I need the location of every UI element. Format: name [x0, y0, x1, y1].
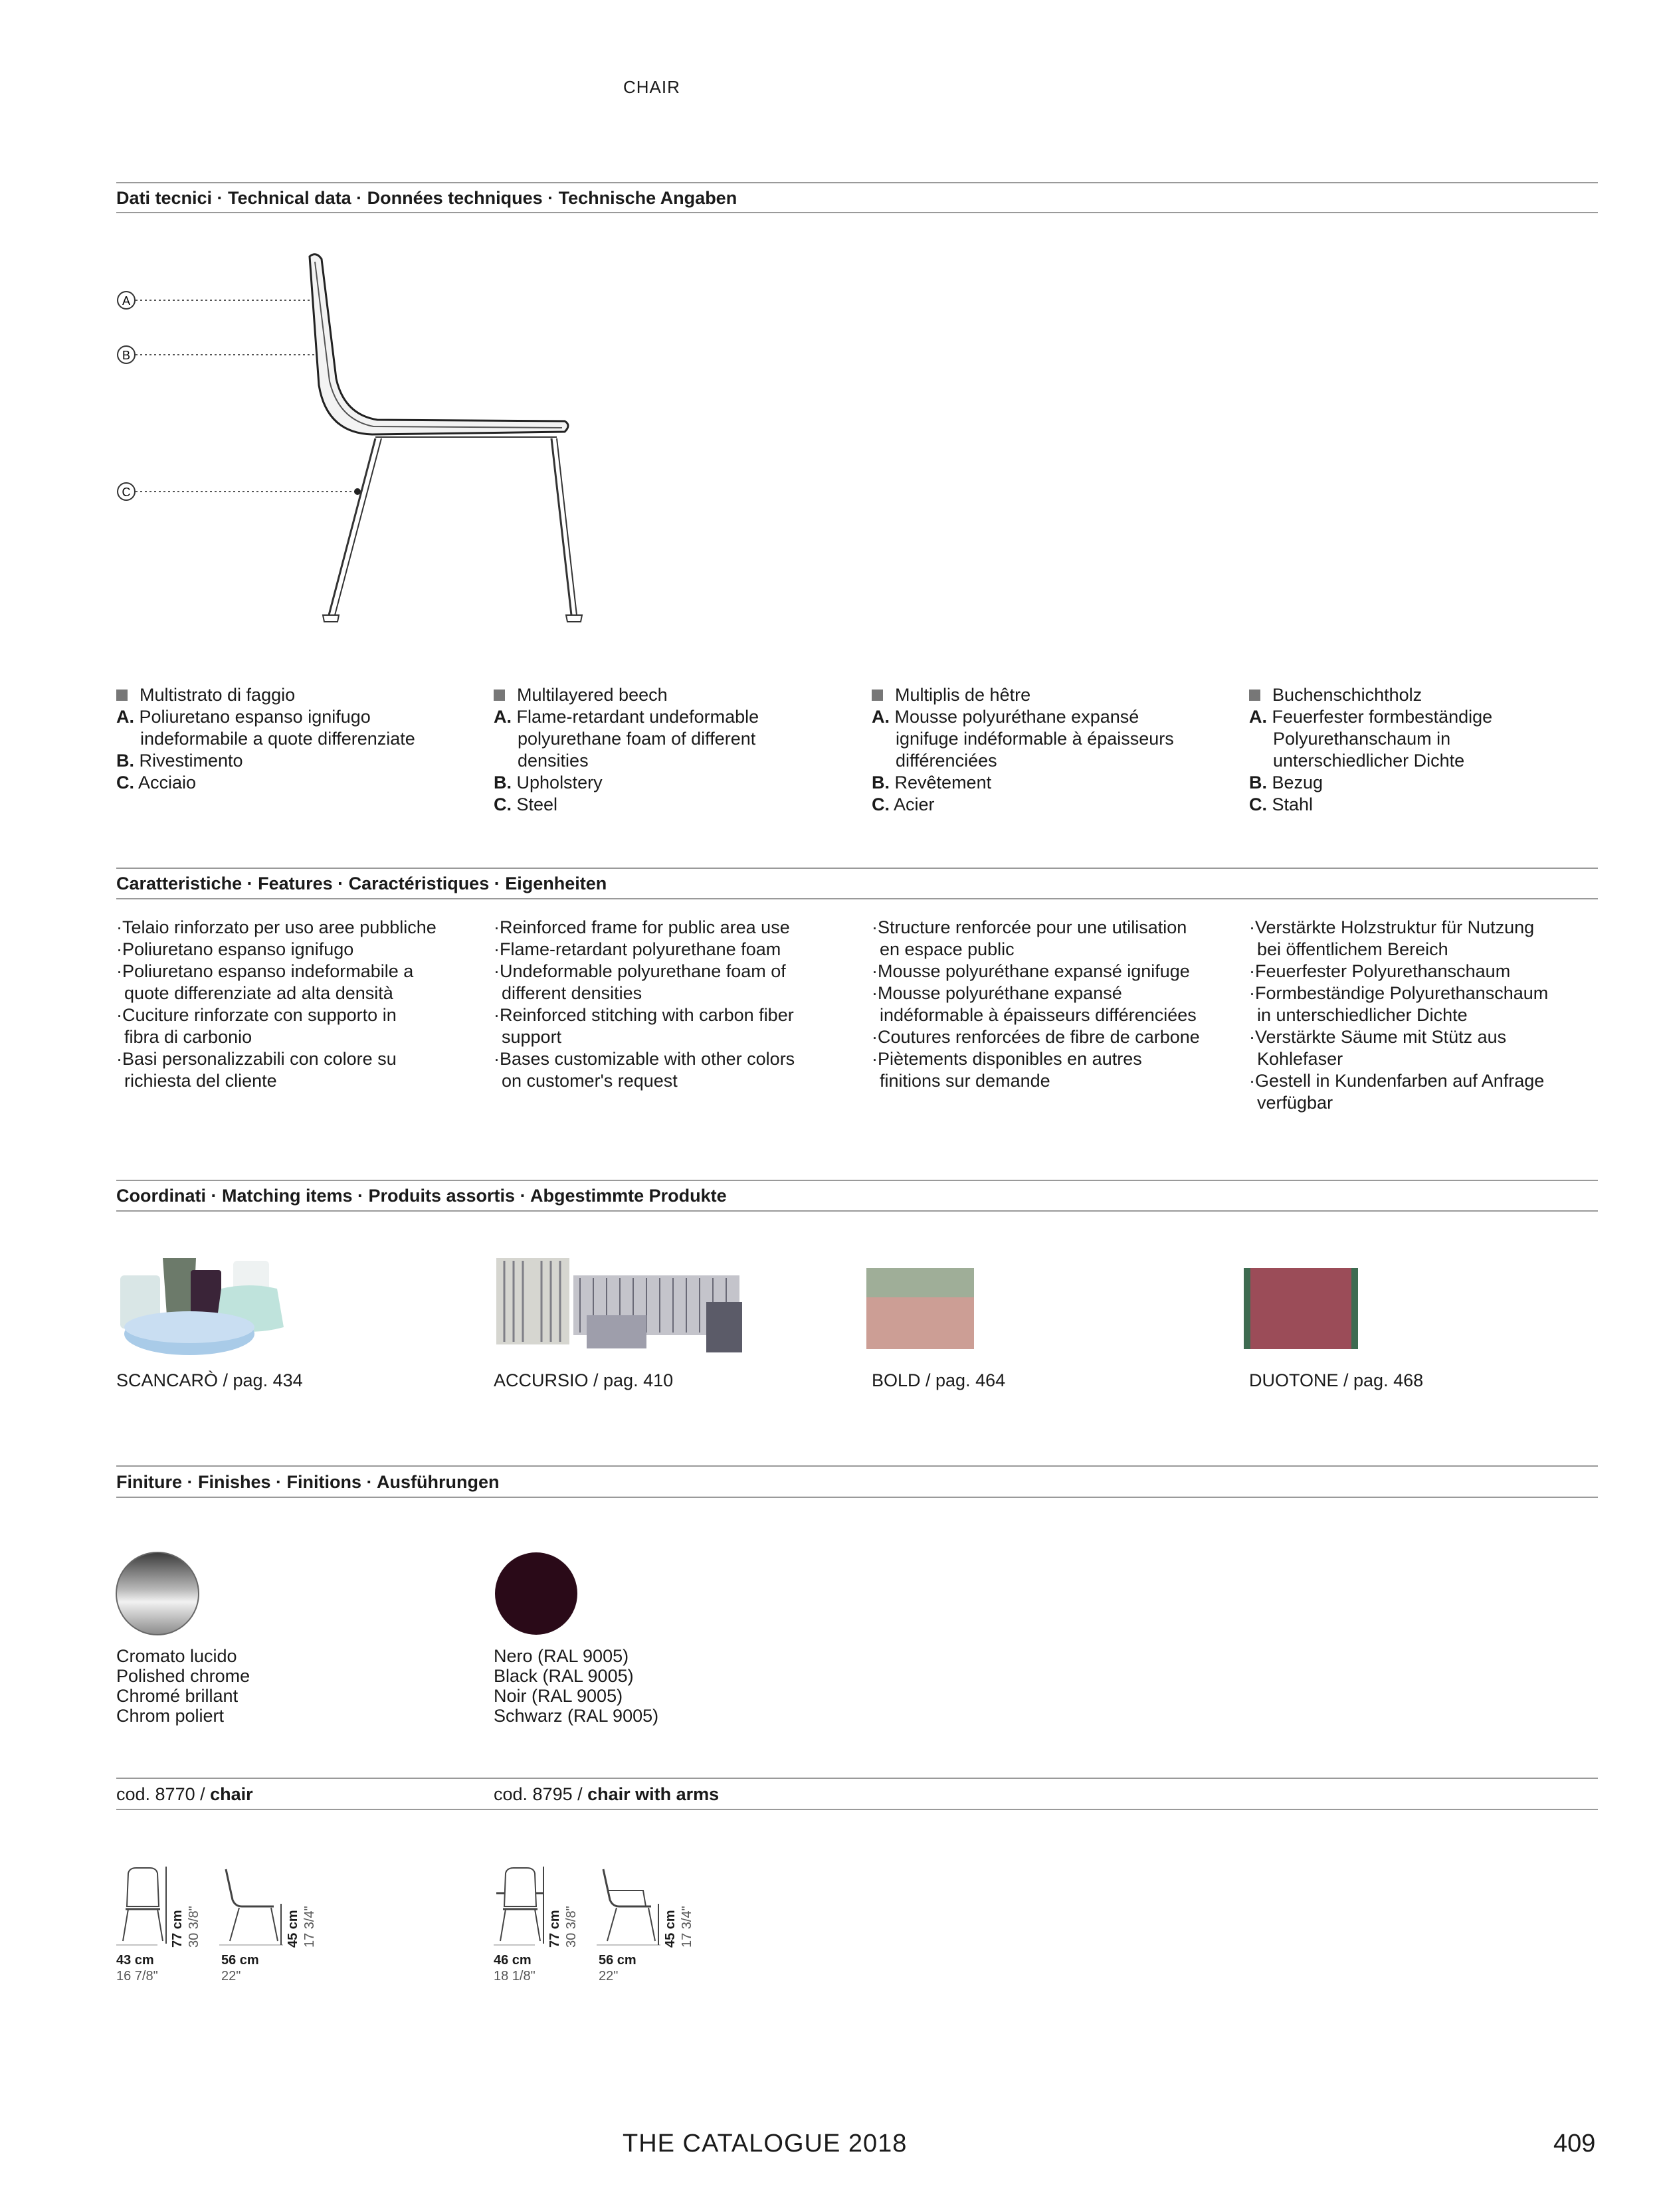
square-bullet-icon — [494, 690, 505, 701]
technical-column-it: Multistrato di faggio A. Poliuretano espanso ignifugo indeformabile a quote differenziate B. Rivestimento C. Acciaio — [116, 685, 415, 792]
seat-height-dimension-line — [655, 1904, 662, 1946]
category-label: CHAIR — [623, 77, 680, 97]
section-rule — [116, 868, 1598, 869]
duotone-thumbnail[interactable] — [1241, 1265, 1361, 1352]
width-dimension-label: 46 cm — [494, 1953, 532, 1968]
height-dimension-inches: 30 3/8" — [564, 1906, 579, 1948]
square-bullet-icon — [1249, 690, 1260, 701]
depth-dimension-inches: 22" — [599, 1969, 619, 1983]
page-number: 409 — [1553, 2130, 1596, 2158]
height-dimension-label: 77 cm — [547, 1910, 562, 1948]
chair-side-pictogram — [219, 1867, 286, 1946]
finishes-title: Finiture · Finishes · Finitions · Ausführungen — [116, 1472, 500, 1492]
finish-black-text: Nero (RAL 9005) Black (RAL 9005) Noir (RAL 9005) Schwarz (RAL 9005) — [494, 1646, 659, 1726]
width-dimension-inches: 18 1/8" — [494, 1969, 536, 1983]
technical-column-en: Multilayered beech A. Flame-retardant undeformable polyurethane foam of different densities B. Upholstery C. Steel — [494, 685, 759, 814]
svg-text:C: C — [122, 486, 131, 499]
section-rule — [116, 1778, 1598, 1779]
chrome-swatch — [114, 1550, 201, 1637]
section-rule — [116, 182, 1598, 183]
callout-c — [118, 483, 361, 500]
height-dimension-inches: 30 3/8" — [187, 1906, 201, 1948]
depth-dimension-label: 56 cm — [221, 1953, 259, 1968]
seat-height-inches: 17 3/4" — [302, 1906, 317, 1948]
catalogue-title: THE CATALOGUE 2018 — [623, 2130, 908, 2158]
model-code-chair: cod. 8770 / chair — [116, 1784, 253, 1804]
section-rule — [116, 1497, 1598, 1498]
features-title: Caratteristiche · Features · Caractéristiques · Eigenheiten — [116, 874, 607, 893]
features-column-fr: ·Structure renforcée pour une utilisation en espace public ·Mousse polyuréthane expansé ignifuge ·Mousse polyuréthane expansé indéformable à épaisseurs différenciées ·Coutures renforcées de fibre de carbone ·Piètements disponibles en autres finitions sur demande — [872, 917, 1200, 1091]
section-rule — [116, 1809, 1598, 1810]
bold-thumbnail[interactable] — [864, 1265, 977, 1352]
black-swatch — [493, 1550, 579, 1637]
features-column-de: ·Verstärkte Holzstruktur für Nutzung bei öffentlichem Bereich ·Feuerfester Polyurethanschaum ·Formbeständige Polyurethanschaum in unterschiedlicher Dichte ·Verstärkte Säume mit Stütz aus Kohlefaser ·Gestell in Kundenfarben auf Anfrage verfügbar — [1249, 917, 1549, 1113]
width-dimension-inches: 16 7/8" — [116, 1969, 158, 1983]
depth-dimension-label: 56 cm — [599, 1953, 636, 1968]
section-rule — [116, 1210, 1598, 1212]
accursio-thumbnail[interactable] — [494, 1255, 759, 1362]
seat-height-label: 45 cm — [663, 1910, 678, 1948]
matching-item-bold[interactable]: BOLD / pag. 464 — [872, 1370, 1006, 1390]
section-rule — [116, 898, 1598, 899]
matching-item-accursio[interactable]: ACCURSIO / pag. 410 — [494, 1370, 674, 1390]
armchair-side-pictogram — [597, 1867, 663, 1946]
model-code-chair-with-arms: cod. 8795 / chair with arms — [494, 1784, 720, 1804]
finish-chrome-text: Cromato lucido Polished chrome Chromé brillant Chrom poliert — [116, 1646, 250, 1726]
svg-text:B: B — [122, 349, 131, 362]
height-dimension-label: 77 cm — [170, 1910, 185, 1948]
seat-height-inches: 17 3/4" — [680, 1906, 694, 1948]
section-rule — [116, 212, 1598, 213]
section-rule — [116, 1465, 1598, 1467]
depth-dimension-inches: 22" — [221, 1969, 241, 1983]
square-bullet-icon — [116, 690, 128, 701]
svg-text:A: A — [122, 294, 131, 308]
technical-column-fr: Multiplis de hêtre A. Mousse polyuréthane expansé ignifuge indéformable à épaisseurs différenciées B. Revêtement C. Acier — [872, 685, 1174, 814]
seat-height-dimension-line — [278, 1904, 284, 1946]
features-column-en: ·Reinforced frame for public area use ·Flame-retardant polyurethane foam ·Undeformable polyurethane foam of different densities ·Reinforced stitching with carbon fiber support ·Bases customizable with other colors on customer's request — [494, 917, 795, 1091]
matching-items-title: Coordinati · Matching items · Produits assortis · Abgestimmte Produkte — [116, 1186, 727, 1206]
section-rule — [116, 1180, 1598, 1181]
matching-item-scancaro[interactable]: SCANCARÒ / pag. 434 — [116, 1370, 303, 1390]
callout-b — [118, 346, 330, 363]
technical-data-title: Dati tecnici · Technical data · Données techniques · Technische Angaben — [116, 188, 737, 208]
seat-height-label: 45 cm — [286, 1910, 300, 1948]
features-column-it: ·Telaio rinforzato per uso aree pubbliche ·Poliuretano espanso ignifugo ·Poliuretano espanso indeformabile a quote differenziate ad alta densità ·Cuciture rinforzate con supporto in fibra di carbonio ·Basi personalizzabili con colore su richiesta del cliente — [116, 917, 437, 1091]
square-bullet-icon — [872, 690, 883, 701]
height-dimension-line — [163, 1867, 169, 1946]
matching-item-duotone[interactable]: DUOTONE / pag. 468 — [1249, 1370, 1424, 1390]
height-dimension-line — [540, 1867, 547, 1946]
chair-technical-drawing — [113, 246, 591, 631]
technical-column-de: Buchenschichtholz A. Feuerfester formbeständige Polyurethanschaum in unterschiedlicher Dichte B. Bezug C. Stahl — [1249, 685, 1493, 814]
scancaro-thumbnail[interactable] — [116, 1255, 316, 1362]
width-dimension-label: 43 cm — [116, 1953, 154, 1968]
callout-a — [118, 292, 322, 309]
